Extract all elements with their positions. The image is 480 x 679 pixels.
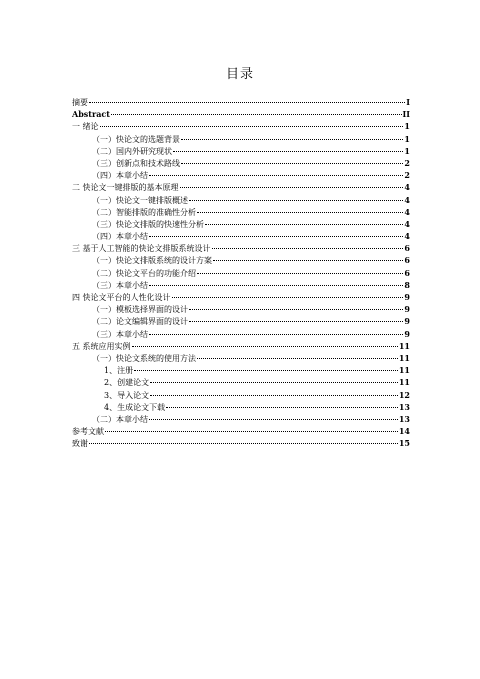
toc-entry[interactable] <box>72 169 410 181</box>
toc-entry[interactable] <box>72 315 410 327</box>
toc-entry-page-number: 9 <box>404 316 410 327</box>
toc-entry-page-number: 9 <box>404 304 410 315</box>
toc-entry-label: 参考文献 <box>72 427 104 437</box>
toc-entry[interactable] <box>72 218 410 230</box>
dot-leader <box>197 273 403 274</box>
toc-entry[interactable] <box>72 303 410 315</box>
toc-entry-page-number: 1 <box>404 145 410 156</box>
toc-entry-label: 二 快论文一键排版的基本原理 <box>72 183 179 193</box>
dot-leader <box>189 200 403 201</box>
page-title: 目录 <box>225 67 254 82</box>
dot-leader <box>89 102 405 103</box>
toc-entry-label: （三）创新点和技术路线 <box>92 158 180 168</box>
toc-entry-page-number: 14 <box>398 426 410 437</box>
toc-entry-page-number: 2 <box>404 157 410 168</box>
dot-leader <box>105 431 398 432</box>
toc-entry-page-number: 6 <box>404 255 410 266</box>
toc-entry-page-number: 13 <box>398 413 410 424</box>
toc-entry-label: 致谢 <box>72 439 88 449</box>
toc-entry-label: Abstract <box>72 109 110 120</box>
toc-entry[interactable] <box>72 133 410 145</box>
toc-entry[interactable] <box>72 108 410 120</box>
toc-entry[interactable] <box>72 120 410 132</box>
toc-entry[interactable] <box>72 389 410 401</box>
dot-leader <box>149 236 403 237</box>
dot-leader <box>149 419 398 420</box>
toc-entry-label: （二）本章小结 <box>92 414 148 424</box>
toc-entry-label: 3、导入论文 <box>104 390 150 400</box>
toc-entry-page-number: 2 <box>404 170 410 181</box>
toc-entry-label: 4、生成论文下载 <box>104 402 166 412</box>
dot-leader <box>89 443 398 444</box>
toc-entry[interactable] <box>72 401 410 413</box>
toc-entry-label: （二）快论文平台的功能介绍 <box>92 268 196 278</box>
dot-leader <box>213 260 403 261</box>
toc-entry[interactable] <box>72 242 410 254</box>
toc-entry[interactable] <box>72 194 410 206</box>
toc-entry-page-number: 1 <box>404 121 410 132</box>
toc-entry-page-number: 11 <box>398 352 410 363</box>
toc-entry[interactable] <box>72 181 410 193</box>
toc-entry[interactable] <box>72 413 410 425</box>
toc-entry-label: 三 基于人工智能的快论文排版系统设计 <box>72 244 211 254</box>
toc-entry-label: （三）快论文排版的快速性分析 <box>92 219 204 229</box>
dot-leader <box>150 382 398 383</box>
toc-entry-page-number: 4 <box>404 194 410 205</box>
toc-entry[interactable] <box>72 352 410 364</box>
toc-entry-label: （四）本章小结 <box>92 171 148 181</box>
toc-entry-label: （二）国内外研究现状 <box>92 146 172 156</box>
dot-leader <box>181 163 403 164</box>
dot-leader <box>132 346 398 347</box>
toc-entry-label: 1、注册 <box>104 366 134 376</box>
toc-entry-label: 2、创建论文 <box>104 378 150 388</box>
dot-leader <box>150 395 398 396</box>
dot-leader <box>189 309 403 310</box>
toc-entry[interactable] <box>72 96 410 108</box>
toc-entry-page-number: 4 <box>404 182 410 193</box>
toc-entry-label: （一）快论文一键排版概述 <box>92 195 188 205</box>
toc-entry[interactable] <box>72 279 410 291</box>
dot-leader <box>149 285 403 286</box>
toc-entry-label: 摘要 <box>72 98 88 107</box>
toc-entry-page-number: 8 <box>404 279 410 290</box>
dot-leader <box>189 321 403 322</box>
table-of-contents <box>72 96 410 449</box>
toc-entry-label: （一）快论文的选题背景 <box>92 134 180 144</box>
toc-entry-page-number: 13 <box>398 401 410 412</box>
toc-entry-label: （二）智能排版的准确性分析 <box>92 207 196 217</box>
toc-entry[interactable] <box>72 437 410 449</box>
toc-entry-label: （一）快论文排版系统的设计方案 <box>92 256 212 266</box>
dot-leader <box>149 334 403 335</box>
toc-entry[interactable] <box>72 364 410 376</box>
toc-entry-page-number: 1 <box>404 133 410 144</box>
toc-entry-page-number: 11 <box>398 377 410 388</box>
dot-leader <box>197 358 398 359</box>
toc-entry-label: （二）论文编辑界面的设计 <box>92 317 188 327</box>
toc-entry[interactable] <box>72 376 410 388</box>
dot-leader <box>149 175 403 176</box>
dot-leader <box>173 151 403 152</box>
toc-entry-label: 四 快论文平台的人性化设计 <box>72 293 171 302</box>
toc-entry-page-number: 4 <box>404 231 410 242</box>
dot-leader <box>100 126 404 127</box>
toc-entry[interactable] <box>72 230 410 242</box>
toc-entry-page-number: 15 <box>398 438 410 449</box>
toc-entry-page-number: 11 <box>398 365 410 376</box>
toc-entry-page-number: 9 <box>404 328 410 339</box>
toc-entry-label: （一）快论文系统的使用方法 <box>92 353 196 363</box>
toc-entry[interactable] <box>72 267 410 279</box>
toc-entry-page-number: 6 <box>404 267 410 278</box>
dot-leader <box>172 297 404 298</box>
dot-leader <box>180 187 404 188</box>
toc-entry[interactable] <box>72 425 410 437</box>
toc-entry-page-number: 9 <box>404 292 410 302</box>
toc-entry[interactable] <box>72 206 410 218</box>
toc-entry-page-number: 4 <box>404 218 410 229</box>
toc-entry-label: 五 系统应用实例 <box>72 341 131 351</box>
toc-entry[interactable] <box>72 291 410 303</box>
dot-leader <box>205 224 403 225</box>
toc-entry-label: （四）本章小结 <box>92 232 148 242</box>
toc-entry-page-number: II <box>402 109 410 120</box>
toc-entry-label: （三）本章小结 <box>92 329 148 339</box>
toc-entry-label: （三）本章小结 <box>92 280 148 290</box>
toc-entry[interactable] <box>72 328 410 340</box>
toc-entry-label: （一）模板选择界面的设计 <box>92 305 188 315</box>
dot-leader <box>166 407 398 408</box>
toc-entry-page-number: 4 <box>404 206 410 217</box>
dot-leader <box>134 370 398 371</box>
toc-entry[interactable] <box>72 157 410 169</box>
toc-entry-page-number: I <box>406 97 410 107</box>
toc-entry-label: 一 绪论 <box>72 122 99 132</box>
toc-entry[interactable] <box>72 340 410 352</box>
dot-leader <box>181 139 403 140</box>
toc-entry-page-number: 6 <box>404 243 410 254</box>
dot-leader <box>197 212 403 213</box>
toc-entry-page-number: 11 <box>398 340 410 351</box>
toc-entry[interactable] <box>72 145 410 157</box>
toc-entry-page-number: 12 <box>398 389 410 400</box>
dot-leader <box>111 114 402 115</box>
toc-entry[interactable] <box>72 254 410 266</box>
dot-leader <box>212 248 404 249</box>
